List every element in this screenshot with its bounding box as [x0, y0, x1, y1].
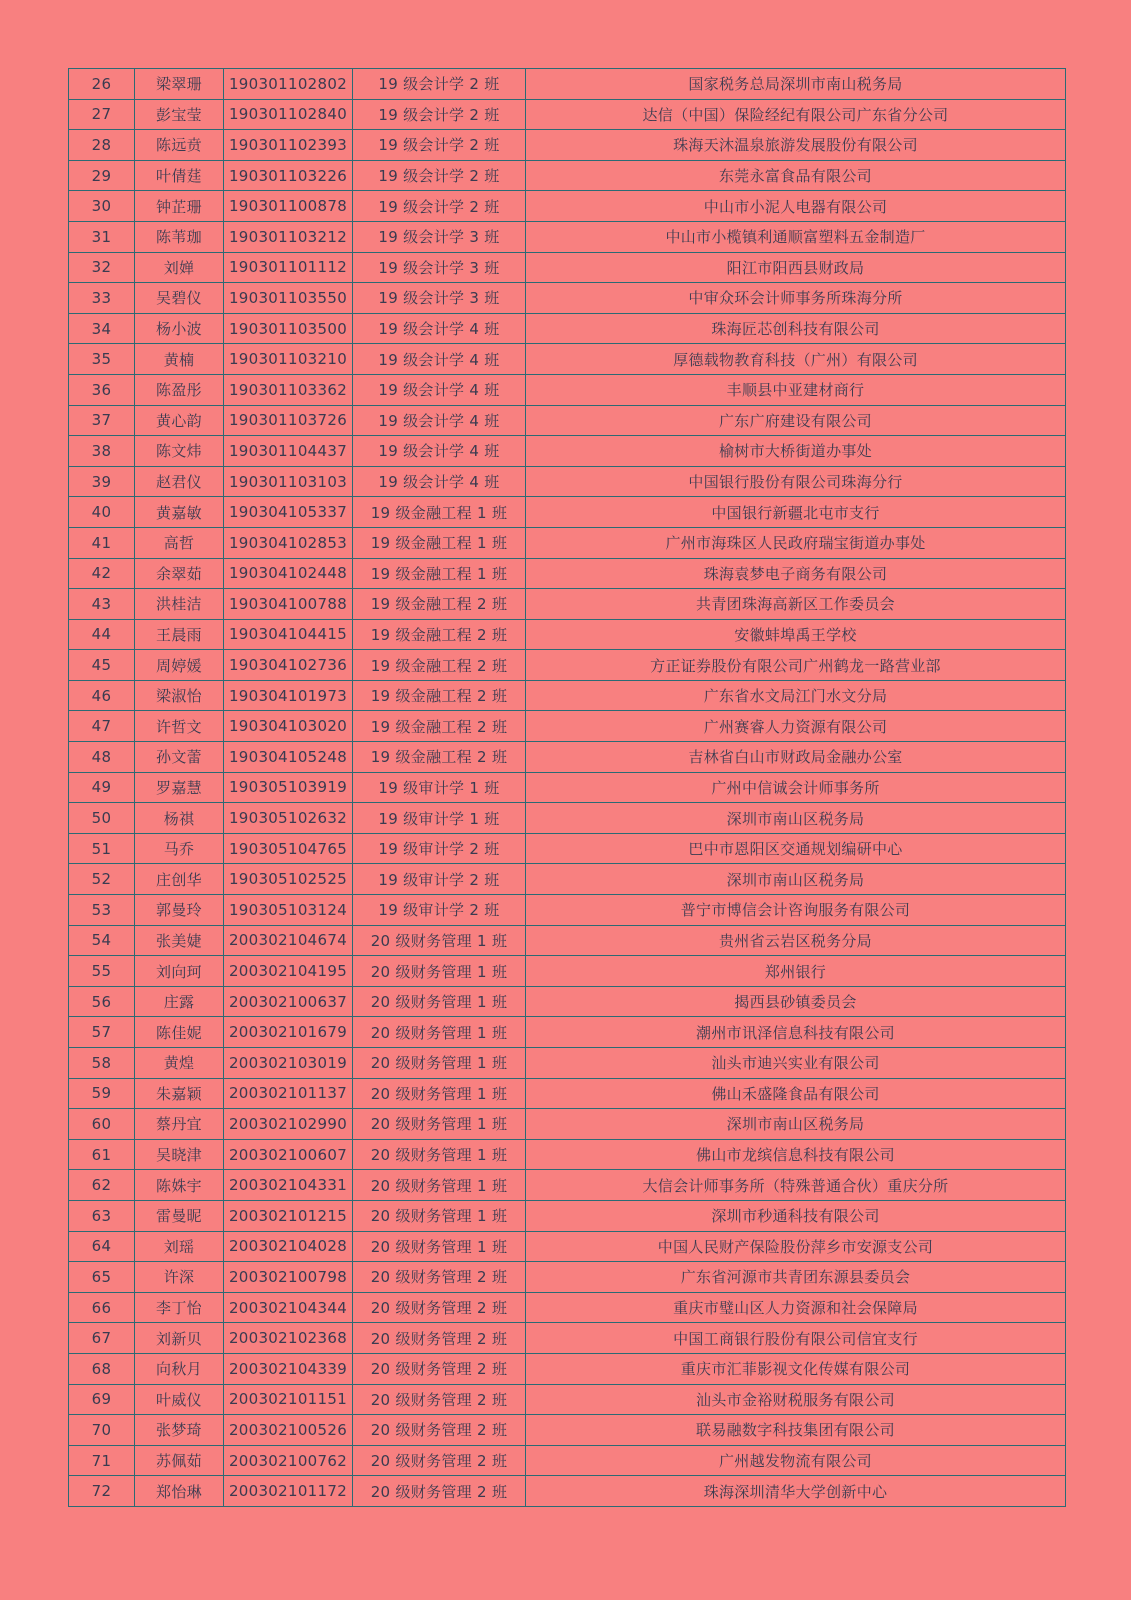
student-name: 张美婕	[135, 925, 224, 956]
student-name: 高哲	[135, 527, 224, 558]
student-name: 陈苇珈	[135, 221, 224, 252]
student-id: 190301101112	[224, 252, 353, 283]
class-name: 20 级财务管理 2 班	[353, 1384, 526, 1415]
row-number: 40	[69, 497, 135, 528]
row-number: 39	[69, 466, 135, 497]
row-number: 36	[69, 374, 135, 405]
row-number: 35	[69, 344, 135, 375]
row-number: 49	[69, 772, 135, 803]
employer-name: 重庆市璧山区人力资源和社会保障局	[526, 1292, 1066, 1323]
employer-name: 共青团珠海高新区工作委员会	[526, 589, 1066, 620]
student-id: 190304103020	[224, 711, 353, 742]
student-id: 200302102368	[224, 1323, 353, 1354]
student-id: 200302104195	[224, 956, 353, 987]
class-name: 19 级会计学 2 班	[353, 160, 526, 191]
employer-name: 榆树市大桥街道办事处	[526, 436, 1066, 467]
table-row	[69, 558, 1066, 589]
row-number: 61	[69, 1139, 135, 1170]
student-id: 190304102448	[224, 558, 353, 589]
student-id: 190301102802	[224, 69, 353, 100]
row-number: 27	[69, 99, 135, 130]
table-row	[69, 956, 1066, 987]
table-row	[69, 1200, 1066, 1231]
class-name: 19 级会计学 4 班	[353, 405, 526, 436]
class-name: 19 级会计学 2 班	[353, 130, 526, 161]
row-number: 56	[69, 986, 135, 1017]
class-name: 20 级财务管理 1 班	[353, 925, 526, 956]
student-name: 孙文蕾	[135, 742, 224, 773]
employer-name: 国家税务总局深圳市南山税务局	[526, 69, 1066, 100]
class-name: 20 级财务管理 2 班	[353, 1323, 526, 1354]
table-row	[69, 1323, 1066, 1354]
student-id: 190301103500	[224, 313, 353, 344]
student-id: 190301103103	[224, 466, 353, 497]
table-row	[69, 1415, 1066, 1446]
employer-name: 联易融数字科技集团有限公司	[526, 1415, 1066, 1446]
table-row	[69, 374, 1066, 405]
row-number: 51	[69, 833, 135, 864]
student-name: 赵君仪	[135, 466, 224, 497]
row-number: 60	[69, 1109, 135, 1140]
student-name: 王晨雨	[135, 619, 224, 650]
table-row	[69, 1445, 1066, 1476]
student-name: 杨小波	[135, 313, 224, 344]
row-number: 38	[69, 436, 135, 467]
class-name: 20 级财务管理 2 班	[353, 1292, 526, 1323]
employer-name: 汕头市迪兴实业有限公司	[526, 1048, 1066, 1079]
table-row	[69, 405, 1066, 436]
student-id: 200302100637	[224, 986, 353, 1017]
row-number: 53	[69, 895, 135, 926]
employer-name: 中山市小泥人电器有限公司	[526, 191, 1066, 222]
student-id: 190304104415	[224, 619, 353, 650]
table-row	[69, 711, 1066, 742]
student-id: 190301103550	[224, 283, 353, 314]
row-number: 26	[69, 69, 135, 100]
student-id: 200302101172	[224, 1476, 353, 1507]
student-id: 200302104331	[224, 1170, 353, 1201]
employer-name: 深圳市南山区税务局	[526, 864, 1066, 895]
class-name: 19 级金融工程 2 班	[353, 680, 526, 711]
student-id: 200302100798	[224, 1262, 353, 1293]
student-name: 黄楠	[135, 344, 224, 375]
row-number: 59	[69, 1078, 135, 1109]
table-row	[69, 1353, 1066, 1384]
table-row	[69, 1109, 1066, 1140]
student-id: 200302104339	[224, 1353, 353, 1384]
employer-name: 巴中市恩阳区交通规划编研中心	[526, 833, 1066, 864]
employer-name: 深圳市南山区税务局	[526, 1109, 1066, 1140]
student-name: 张梦琦	[135, 1415, 224, 1446]
employer-name: 普宁市博信会计咨询服务有限公司	[526, 895, 1066, 926]
employer-name: 安徽蚌埠禹王学校	[526, 619, 1066, 650]
employer-name: 阳江市阳西县财政局	[526, 252, 1066, 283]
row-number: 41	[69, 527, 135, 558]
row-number: 46	[69, 680, 135, 711]
student-name: 钟芷珊	[135, 191, 224, 222]
student-name: 向秋月	[135, 1353, 224, 1384]
student-name: 杨祺	[135, 803, 224, 834]
student-name: 李丁怡	[135, 1292, 224, 1323]
student-name: 郑怡琳	[135, 1476, 224, 1507]
student-name: 陈文炜	[135, 436, 224, 467]
student-name: 许哲文	[135, 711, 224, 742]
table-row	[69, 344, 1066, 375]
table-row	[69, 436, 1066, 467]
table-row	[69, 466, 1066, 497]
student-name: 黄煌	[135, 1048, 224, 1079]
employer-name: 贵州省云岩区税务分局	[526, 925, 1066, 956]
employer-name: 潮州市讯泽信息科技有限公司	[526, 1017, 1066, 1048]
student-name: 苏佩茹	[135, 1445, 224, 1476]
table-row	[69, 1476, 1066, 1507]
row-number: 52	[69, 864, 135, 895]
class-name: 19 级会计学 4 班	[353, 374, 526, 405]
table-row	[69, 1262, 1066, 1293]
student-name: 罗嘉慧	[135, 772, 224, 803]
table-row	[69, 650, 1066, 681]
student-id: 200302104028	[224, 1231, 353, 1262]
employer-name: 揭西县砂镇委员会	[526, 986, 1066, 1017]
employer-name: 珠海天沐温泉旅游发展股份有限公司	[526, 130, 1066, 161]
table-row	[69, 160, 1066, 191]
class-name: 19 级金融工程 2 班	[353, 711, 526, 742]
student-id: 190301104437	[224, 436, 353, 467]
class-name: 19 级会计学 2 班	[353, 99, 526, 130]
roster-sheet	[68, 68, 1065, 1507]
class-name: 20 级财务管理 1 班	[353, 1109, 526, 1140]
student-id: 190304105337	[224, 497, 353, 528]
student-id: 200302101137	[224, 1078, 353, 1109]
class-name: 19 级金融工程 1 班	[353, 558, 526, 589]
employer-name: 广州赛睿人力资源有限公司	[526, 711, 1066, 742]
student-name: 郭曼玲	[135, 895, 224, 926]
student-id: 200302100526	[224, 1415, 353, 1446]
student-id: 190301103726	[224, 405, 353, 436]
table-row	[69, 742, 1066, 773]
student-name: 刘瑶	[135, 1231, 224, 1262]
row-number: 34	[69, 313, 135, 344]
student-name: 黄嘉敏	[135, 497, 224, 528]
student-id: 190305104765	[224, 833, 353, 864]
class-name: 20 级财务管理 1 班	[353, 956, 526, 987]
student-name: 许深	[135, 1262, 224, 1293]
row-number: 64	[69, 1231, 135, 1262]
table-row	[69, 130, 1066, 161]
employer-name: 珠海匠芯创科技有限公司	[526, 313, 1066, 344]
employer-name: 方正证券股份有限公司广州鹤龙一路营业部	[526, 650, 1066, 681]
class-name: 19 级金融工程 2 班	[353, 742, 526, 773]
student-id: 200302101215	[224, 1200, 353, 1231]
row-number: 37	[69, 405, 135, 436]
row-number: 65	[69, 1262, 135, 1293]
table-row	[69, 895, 1066, 926]
table-row	[69, 864, 1066, 895]
student-id: 190304102736	[224, 650, 353, 681]
class-name: 19 级会计学 3 班	[353, 221, 526, 252]
row-number: 29	[69, 160, 135, 191]
class-name: 20 级财务管理 1 班	[353, 1200, 526, 1231]
student-name: 叶倩莛	[135, 160, 224, 191]
employer-name: 广州市海珠区人民政府瑞宝街道办事处	[526, 527, 1066, 558]
employer-name: 珠海深圳清华大学创新中心	[526, 1476, 1066, 1507]
table-row	[69, 833, 1066, 864]
row-number: 68	[69, 1353, 135, 1384]
table-row	[69, 191, 1066, 222]
table-row	[69, 221, 1066, 252]
student-id: 190304105248	[224, 742, 353, 773]
row-number: 50	[69, 803, 135, 834]
row-number: 43	[69, 589, 135, 620]
student-name: 彭宝莹	[135, 99, 224, 130]
student-name: 周婷媛	[135, 650, 224, 681]
row-number: 58	[69, 1048, 135, 1079]
row-number: 55	[69, 956, 135, 987]
row-number: 28	[69, 130, 135, 161]
employer-name: 广东省水文局江门水文分局	[526, 680, 1066, 711]
class-name: 19 级审计学 2 班	[353, 864, 526, 895]
student-id: 200302104344	[224, 1292, 353, 1323]
employer-name: 广州越发物流有限公司	[526, 1445, 1066, 1476]
table-row	[69, 1170, 1066, 1201]
table-row	[69, 1048, 1066, 1079]
employer-name: 佛山禾盛隆食品有限公司	[526, 1078, 1066, 1109]
row-number: 30	[69, 191, 135, 222]
employer-name: 中国人民财产保险股份萍乡市安源支公司	[526, 1231, 1066, 1262]
employer-name: 达信（中国）保险经纪有限公司广东省分公司	[526, 99, 1066, 130]
employer-name: 深圳市秒通科技有限公司	[526, 1200, 1066, 1231]
student-id: 190304102853	[224, 527, 353, 558]
student-name: 刘向珂	[135, 956, 224, 987]
table-row	[69, 527, 1066, 558]
table-row	[69, 986, 1066, 1017]
roster-body	[69, 69, 1066, 1507]
row-number: 57	[69, 1017, 135, 1048]
class-name: 20 级财务管理 1 班	[353, 986, 526, 1017]
table-row	[69, 772, 1066, 803]
employer-name: 珠海袁梦电子商务有限公司	[526, 558, 1066, 589]
employer-name: 汕头市金裕财税服务有限公司	[526, 1384, 1066, 1415]
student-id: 200302100607	[224, 1139, 353, 1170]
class-name: 20 级财务管理 1 班	[353, 1048, 526, 1079]
row-number: 70	[69, 1415, 135, 1446]
student-id: 190301102393	[224, 130, 353, 161]
class-name: 20 级财务管理 1 班	[353, 1231, 526, 1262]
student-name: 庄创华	[135, 864, 224, 895]
student-name: 梁淑怡	[135, 680, 224, 711]
class-name: 19 级会计学 4 班	[353, 436, 526, 467]
student-name: 庄露	[135, 986, 224, 1017]
class-name: 20 级财务管理 2 班	[353, 1353, 526, 1384]
table-row	[69, 1078, 1066, 1109]
employer-name: 大信会计师事务所（特殊普通合伙）重庆分所	[526, 1170, 1066, 1201]
class-name: 19 级金融工程 2 班	[353, 589, 526, 620]
employer-name: 广州中信诚会计师事务所	[526, 772, 1066, 803]
class-name: 19 级会计学 3 班	[353, 283, 526, 314]
table-row	[69, 1231, 1066, 1262]
student-id: 190301103226	[224, 160, 353, 191]
class-name: 20 级财务管理 1 班	[353, 1139, 526, 1170]
table-row	[69, 1292, 1066, 1323]
class-name: 19 级会计学 4 班	[353, 466, 526, 497]
student-id: 190305103124	[224, 895, 353, 926]
class-name: 19 级会计学 4 班	[353, 313, 526, 344]
class-name: 19 级金融工程 2 班	[353, 650, 526, 681]
student-name: 陈姝宇	[135, 1170, 224, 1201]
class-name: 19 级审计学 2 班	[353, 833, 526, 864]
student-id: 200302101679	[224, 1017, 353, 1048]
employer-name: 中山市小榄镇利通顺富塑料五金制造厂	[526, 221, 1066, 252]
employer-name: 深圳市南山区税务局	[526, 803, 1066, 834]
class-name: 20 级财务管理 1 班	[353, 1170, 526, 1201]
employer-name: 佛山市龙缤信息科技有限公司	[526, 1139, 1066, 1170]
class-name: 20 级财务管理 1 班	[353, 1017, 526, 1048]
class-name: 20 级财务管理 2 班	[353, 1445, 526, 1476]
student-id: 200302104674	[224, 925, 353, 956]
row-number: 33	[69, 283, 135, 314]
student-name: 叶威仪	[135, 1384, 224, 1415]
student-name: 蔡丹宜	[135, 1109, 224, 1140]
student-name: 梁翠珊	[135, 69, 224, 100]
class-name: 19 级审计学 1 班	[353, 772, 526, 803]
student-name: 吴碧仪	[135, 283, 224, 314]
class-name: 19 级会计学 4 班	[353, 344, 526, 375]
row-number: 66	[69, 1292, 135, 1323]
student-id: 190305103919	[224, 772, 353, 803]
row-number: 45	[69, 650, 135, 681]
student-id: 190304100788	[224, 589, 353, 620]
employer-name: 重庆市汇菲影视文化传媒有限公司	[526, 1353, 1066, 1384]
student-name: 朱嘉颖	[135, 1078, 224, 1109]
table-row	[69, 69, 1066, 100]
table-row	[69, 619, 1066, 650]
row-number: 42	[69, 558, 135, 589]
class-name: 20 级财务管理 2 班	[353, 1415, 526, 1446]
class-name: 19 级审计学 1 班	[353, 803, 526, 834]
student-name: 刘婵	[135, 252, 224, 283]
student-id: 190305102525	[224, 864, 353, 895]
employer-name: 郑州银行	[526, 956, 1066, 987]
class-name: 19 级会计学 2 班	[353, 191, 526, 222]
table-row	[69, 803, 1066, 834]
student-name: 余翠茹	[135, 558, 224, 589]
class-name: 19 级审计学 2 班	[353, 895, 526, 926]
table-row	[69, 925, 1066, 956]
student-id: 200302102990	[224, 1109, 353, 1140]
table-row	[69, 252, 1066, 283]
row-number: 63	[69, 1200, 135, 1231]
row-number: 69	[69, 1384, 135, 1415]
student-name: 陈佳妮	[135, 1017, 224, 1048]
student-id: 190301103210	[224, 344, 353, 375]
employer-name: 中国银行股份有限公司珠海分行	[526, 466, 1066, 497]
student-name: 刘新贝	[135, 1323, 224, 1354]
table-row	[69, 1139, 1066, 1170]
roster-table	[68, 68, 1066, 1507]
row-number: 48	[69, 742, 135, 773]
employer-name: 中国银行新疆北屯市支行	[526, 497, 1066, 528]
row-number: 44	[69, 619, 135, 650]
class-name: 19 级金融工程 1 班	[353, 497, 526, 528]
table-row	[69, 680, 1066, 711]
class-name: 19 级金融工程 2 班	[353, 619, 526, 650]
employer-name: 中审众环会计师事务所珠海分所	[526, 283, 1066, 314]
student-id: 190304101973	[224, 680, 353, 711]
employer-name: 东莞永富食品有限公司	[526, 160, 1066, 191]
student-id: 190301102840	[224, 99, 353, 130]
table-row	[69, 313, 1066, 344]
student-name: 吴晓津	[135, 1139, 224, 1170]
employer-name: 广东广府建设有限公司	[526, 405, 1066, 436]
row-number: 47	[69, 711, 135, 742]
row-number: 32	[69, 252, 135, 283]
table-row	[69, 1384, 1066, 1415]
row-number: 71	[69, 1445, 135, 1476]
student-name: 洪桂洁	[135, 589, 224, 620]
class-name: 19 级会计学 2 班	[353, 69, 526, 100]
class-name: 20 级财务管理 2 班	[353, 1262, 526, 1293]
row-number: 67	[69, 1323, 135, 1354]
table-row	[69, 1017, 1066, 1048]
student-id: 190301100878	[224, 191, 353, 222]
student-id: 190301103362	[224, 374, 353, 405]
table-row	[69, 589, 1066, 620]
student-id: 190305102632	[224, 803, 353, 834]
table-row	[69, 497, 1066, 528]
student-id: 200302101151	[224, 1384, 353, 1415]
class-name: 19 级会计学 3 班	[353, 252, 526, 283]
row-number: 31	[69, 221, 135, 252]
student-id: 200302103019	[224, 1048, 353, 1079]
student-id: 200302100762	[224, 1445, 353, 1476]
class-name: 20 级财务管理 1 班	[353, 1078, 526, 1109]
employer-name: 丰顺县中亚建材商行	[526, 374, 1066, 405]
row-number: 54	[69, 925, 135, 956]
table-row	[69, 283, 1066, 314]
class-name: 20 级财务管理 2 班	[353, 1476, 526, 1507]
employer-name: 中国工商银行股份有限公司信宜支行	[526, 1323, 1066, 1354]
employer-name: 吉林省白山市财政局金融办公室	[526, 742, 1066, 773]
student-name: 陈盈彤	[135, 374, 224, 405]
student-name: 陈远贲	[135, 130, 224, 161]
student-name: 黄心韵	[135, 405, 224, 436]
employer-name: 厚德载物教育科技（广州）有限公司	[526, 344, 1066, 375]
table-row	[69, 99, 1066, 130]
row-number: 62	[69, 1170, 135, 1201]
student-name: 马乔	[135, 833, 224, 864]
student-id: 190301103212	[224, 221, 353, 252]
student-name: 雷曼昵	[135, 1200, 224, 1231]
row-number: 72	[69, 1476, 135, 1507]
employer-name: 广东省河源市共青团东源县委员会	[526, 1262, 1066, 1293]
class-name: 19 级金融工程 1 班	[353, 527, 526, 558]
